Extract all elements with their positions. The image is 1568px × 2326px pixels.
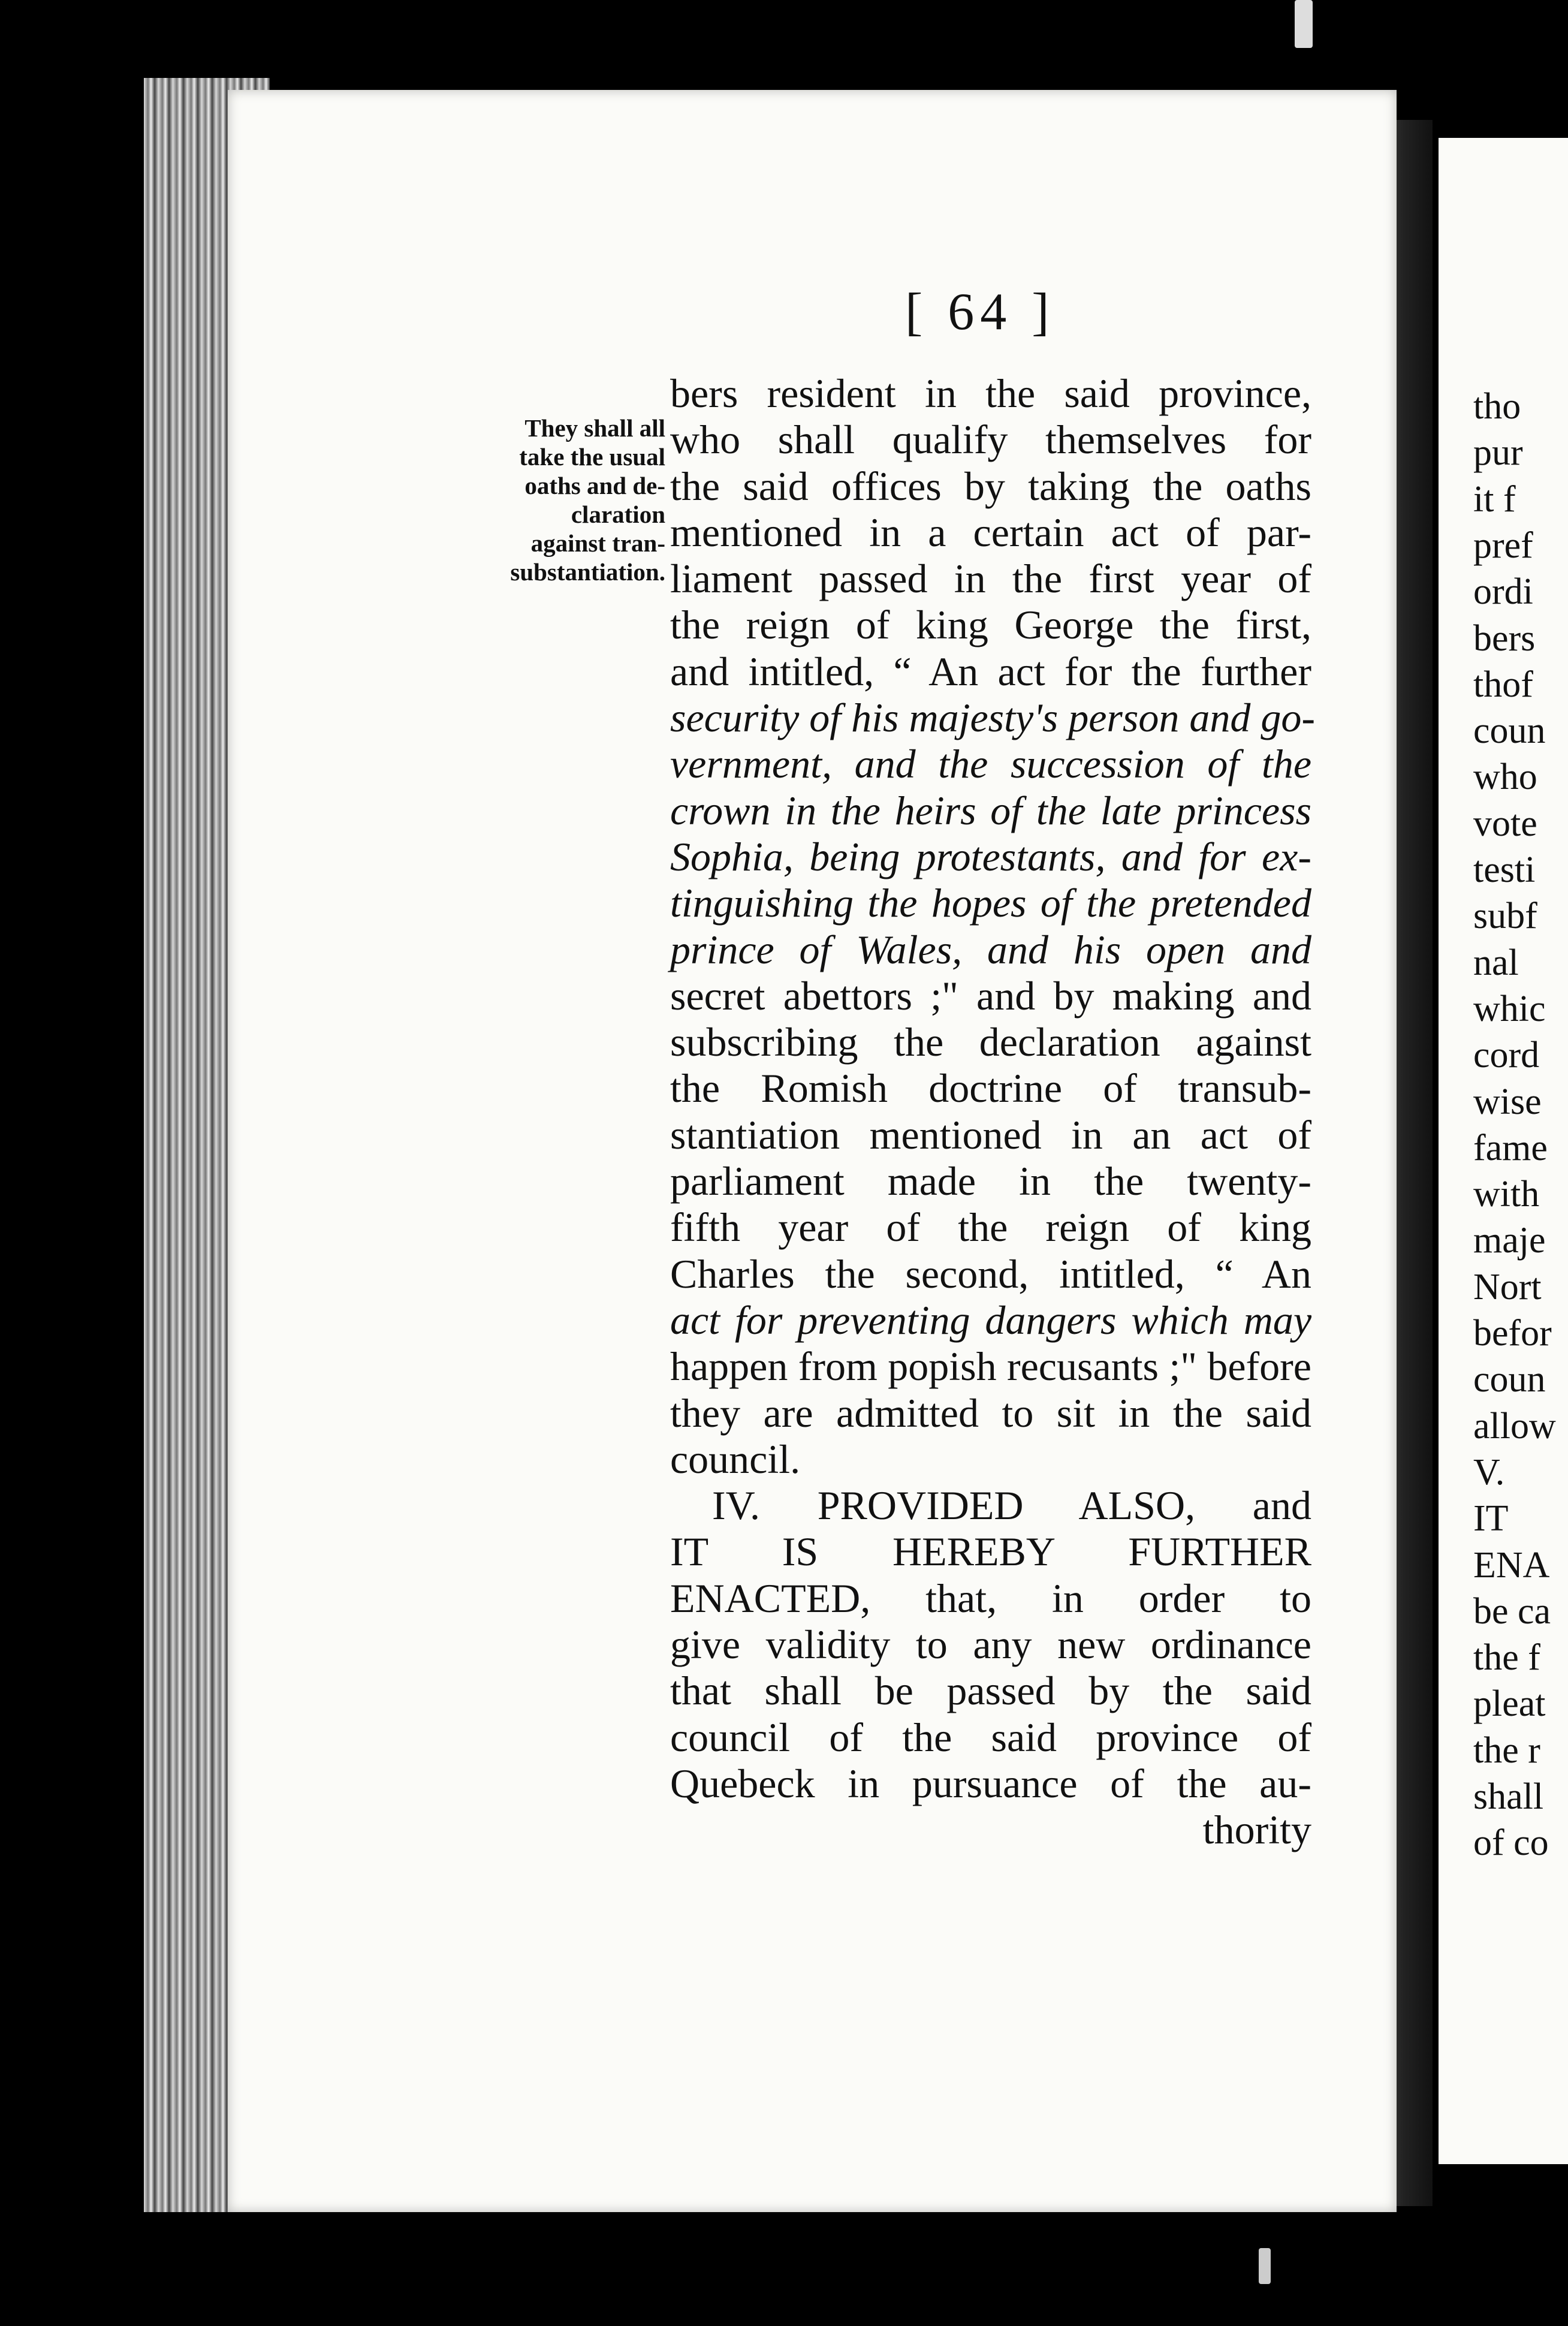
text-line: ENACTED, that, in order to	[670, 1575, 1311, 1621]
facing-page-line: nal	[1473, 942, 1519, 983]
text-line: give validity to any new ordinance	[670, 1622, 1311, 1668]
facing-page-line: cord	[1473, 1035, 1540, 1076]
facing-page-line: coun	[1473, 710, 1546, 752]
text-line: who shall qualify themselves for	[670, 417, 1311, 463]
margin-note-line: take the usual	[519, 443, 665, 471]
facing-page-line: testi	[1473, 849, 1536, 890]
scan-artifact	[1259, 2248, 1271, 2284]
facing-page-line: who	[1473, 757, 1537, 798]
text-line: fifth year of the reign of king	[670, 1204, 1311, 1251]
facing-page-line: be ca	[1473, 1590, 1551, 1632]
facing-page-line: ordi	[1473, 571, 1533, 613]
facing-page-line: whic	[1473, 988, 1546, 1029]
text-line: that shall be passed by the said	[670, 1668, 1311, 1714]
text-line: council.	[670, 1436, 801, 1482]
margin-note-line: claration	[571, 501, 665, 528]
catchword: thority	[1202, 1807, 1311, 1853]
margin-note-line: substantiation.	[510, 558, 665, 586]
facing-page-line: tho	[1473, 386, 1521, 427]
facing-page-line: pur	[1473, 432, 1523, 474]
facing-page-line: Nort	[1473, 1266, 1542, 1307]
page-number-header: [ 64 ]	[905, 283, 1056, 341]
facing-page-line: the r	[1473, 1730, 1540, 1771]
facing-page-line: vote	[1473, 803, 1537, 844]
facing-page-line: of co	[1473, 1822, 1549, 1864]
scan-artifact	[1295, 0, 1313, 48]
section-heading-line: IT IS HEREBY FURTHER	[670, 1529, 1311, 1575]
facing-page-line: thof	[1473, 664, 1533, 705]
text-line: stantiation mentioned in an act of	[670, 1111, 1311, 1158]
facing-page-line: fame	[1473, 1127, 1548, 1168]
text-line: act for preventing dangers which may	[670, 1297, 1311, 1343]
facing-page-line: allow	[1473, 1405, 1556, 1447]
text-line: bers resident in the said province,	[670, 370, 1311, 416]
text-line: they are admitted to sit in the said	[670, 1390, 1311, 1436]
text-line: security of his majesty's person and go-	[670, 695, 1315, 741]
main-text-block	[670, 370, 1315, 1854]
facing-page-line: shall	[1473, 1776, 1544, 1817]
text-line: liament passed in the first year of	[670, 556, 1311, 602]
text-line: crown in the heirs of the late princess	[670, 787, 1311, 833]
margin-note	[480, 414, 665, 586]
text-line: Quebeck in pursuance of the au-	[670, 1760, 1311, 1806]
text-line: subscribing the declaration against	[670, 1019, 1311, 1065]
text-line: tinguishing the hopes of the pretended	[670, 880, 1311, 926]
facing-page-line: wise	[1473, 1081, 1542, 1122]
text-line: and intitled, “ An act for the further	[670, 648, 1311, 694]
text-line: prince of Wales, and his open and	[670, 926, 1311, 972]
text-line: happen from popish recusants ;" before	[670, 1343, 1311, 1390]
text-line: vernment, and the succession of the	[670, 741, 1311, 787]
facing-page-line: coun	[1473, 1359, 1546, 1400]
section-heading-line: IV. PROVIDED ALSO, and	[712, 1483, 1311, 1529]
text-line: the said offices by taking the oaths	[670, 463, 1311, 509]
facing-page-line: ENA	[1473, 1544, 1550, 1586]
facing-page-line: bers	[1473, 617, 1536, 659]
margin-note-line: oaths and de-	[524, 472, 665, 499]
facing-page-line: maje	[1473, 1220, 1546, 1261]
facing-page-line: subf	[1473, 896, 1537, 937]
facing-page-line: pleat	[1473, 1683, 1546, 1725]
facing-page-line: with	[1473, 1174, 1540, 1215]
text-line: mentioned in a certain act of par-	[670, 509, 1311, 555]
text-line: Charles the second, intitled, “ An	[670, 1251, 1311, 1297]
text-line: the Romish doctrine of transub-	[670, 1065, 1311, 1111]
facing-page-line: befor	[1473, 1313, 1552, 1354]
margin-note-line: against tran-	[530, 529, 665, 557]
text-line: secret abettors ;" and by making and	[670, 972, 1311, 1019]
text-line: Sophia, being protestants, and for ex-	[670, 833, 1311, 879]
facing-page-line: pref	[1473, 525, 1533, 566]
text-line: parliament made in the twenty-	[670, 1158, 1311, 1204]
text-line: council of the said province of	[670, 1714, 1311, 1760]
facing-page-line: IT	[1473, 1498, 1509, 1539]
margin-note-line: They shall all	[524, 414, 665, 442]
facing-page-line: the f	[1473, 1637, 1540, 1679]
text-line: the reign of king George the first,	[670, 602, 1311, 648]
facing-page-line: V.	[1473, 1451, 1505, 1493]
facing-page-line: it f	[1473, 478, 1516, 520]
